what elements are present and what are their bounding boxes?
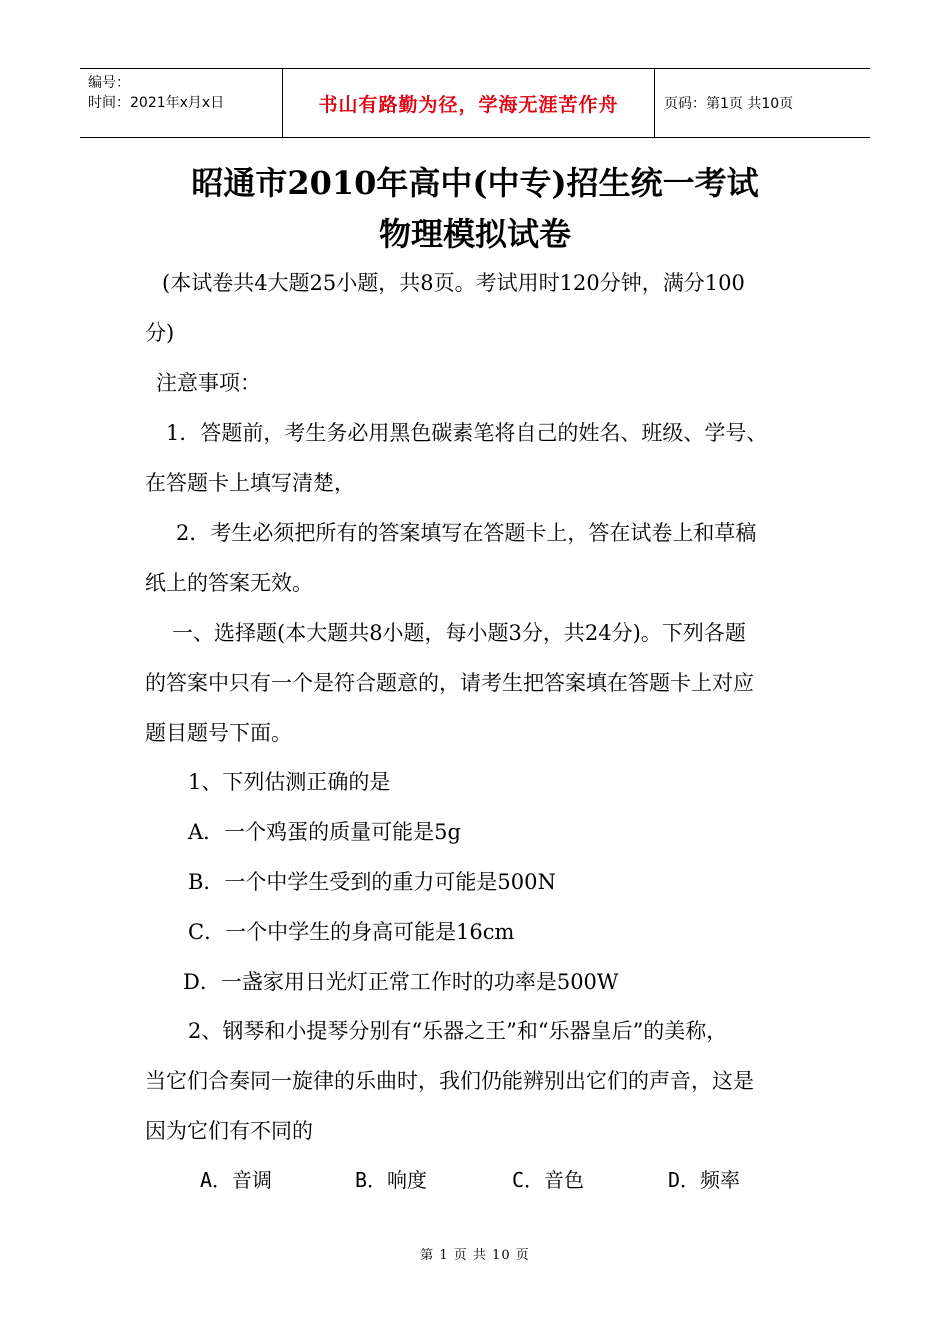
q2-option-b: B．响度	[355, 1168, 428, 1192]
question-2: 2、钢琴和小提琴分别有“乐器之王”和“乐器皇后”的美称，	[188, 1019, 728, 1043]
motto: 书山有路勤为径，学海无涯苦作舟	[318, 93, 619, 116]
header-motto-cell	[282, 69, 655, 137]
option-b: B．一个中学生受到的重力可能是500N	[188, 870, 556, 894]
section-text: 题目题号下面。	[145, 721, 292, 745]
exam-title: 昭通市2010年高中(中专)招生统一考试	[191, 164, 759, 202]
exam-subtitle: 物理模拟试卷	[378, 215, 571, 253]
intro-line: 分)	[145, 321, 175, 345]
option-d: D．一盏家用日光灯正常工作时的功率是500W	[183, 970, 619, 994]
section-heading: 一、选择题(本大题共8小题，每小题3分，共24分)。下列各题	[172, 621, 746, 645]
rule-line: 2．考生必须把所有的答案填写在答题卡上，答在试卷上和草稿	[176, 521, 757, 545]
intro-line: (本试卷共4大题25小题，共8页。考试用时120分钟，满分100	[162, 271, 745, 295]
header-page-cell	[655, 69, 870, 137]
rule-line: 纸上的答案无效。	[145, 571, 313, 595]
page-header	[80, 68, 870, 138]
q2-option-d: D．频率	[668, 1168, 741, 1192]
question-1: 1、下列估测正确的是	[188, 770, 391, 794]
option-c: C．一个中学生的身高可能是16cm	[188, 920, 515, 944]
notice-heading: 注意事项：	[156, 371, 261, 395]
question-2-text: 当它们合奏同一旋律的乐曲时，我们仍能辨别出它们的声音，这是	[145, 1069, 754, 1093]
page-info: 页码：第1页 共10页	[664, 96, 794, 112]
time-label: 时间：2021年x月x日	[88, 95, 225, 111]
rule-line: 在答题卡上填写清楚，	[145, 471, 355, 495]
section-text: 的答案中只有一个是符合题意的，请考生把答案填在答题卡上对应	[145, 671, 754, 695]
q2-option-a: A．音调	[200, 1168, 273, 1192]
question-2-text: 因为它们有不同的	[145, 1119, 313, 1143]
rule-line: 1．答题前，考生务必用黑色碳素笔将自己的姓名、班级、学号、	[166, 421, 768, 445]
number-label: 编号：	[88, 75, 130, 91]
page-footer: 第 1 页 共 10 页	[420, 1248, 530, 1263]
q2-option-c: C．音色	[512, 1168, 585, 1192]
option-a: A．一个鸡蛋的质量可能是5g	[188, 820, 461, 844]
header-meta	[80, 69, 282, 137]
